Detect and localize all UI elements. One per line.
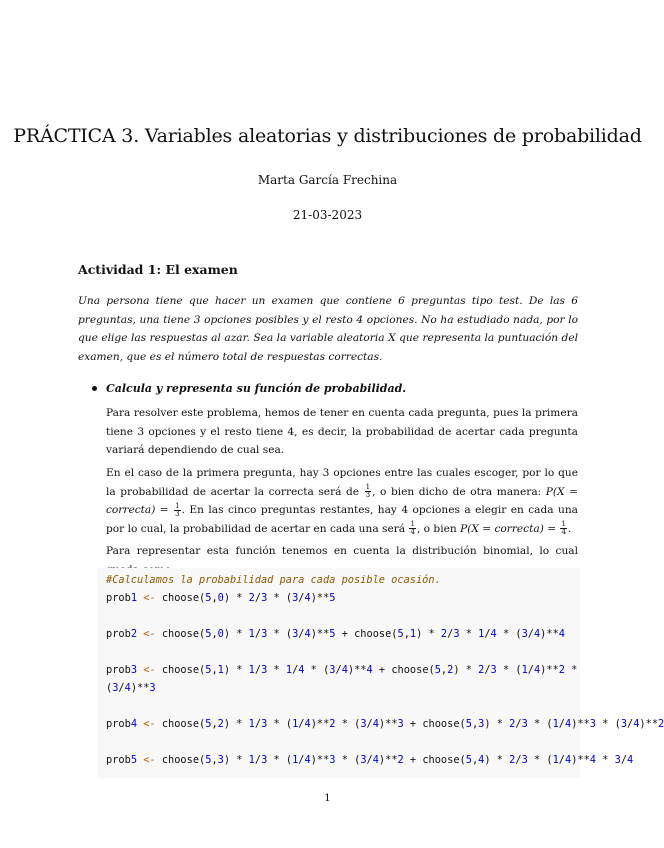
code-line: (3/4)**3 [106,682,156,694]
para2-text-d: , o bien [416,522,461,535]
frac-num: 1 [175,501,180,510]
math-expr-2: P(X = correcta) = [460,522,560,535]
code-line: prob3 <- choose(5,1) * 1/3 * 1/4 * (3/4)**4 + choose(5,2) * 2/3 * (1/4)**2 * [106,664,578,676]
paragraph-1: Para resolver este problema, hemos de tener en cuenta cada pregunta, pues la primera tiene 3 opciones y el resto tiene 4, es decir, la probabilidad de acertar cada pregunta variará dependiendo de cual sea. [106,407,578,456]
paragraph-2 [106,464,578,538]
paragraph-3: Para representar esta función tenemos en cuenta la distribución binomial, lo cual [106,545,578,557]
para2-text-c: . En las cinco preguntas restantes, hay 4 opciones a elegir en cada una por lo cual, la probabilidad de acertar en cada una será [106,504,578,535]
frac-num: 1 [365,483,371,491]
frac-den: 4 [410,528,415,536]
frac-den: 3 [175,509,180,518]
fraction-one-third [174,503,180,518]
fraction-one-quarter [409,521,415,536]
code-line: prob5 <- choose(5,3) * 1/3 * (1/4)**3 * (3/4)**2 + choose(5,4) * 2/3 * (1/4)**4 * 3/4 [106,754,634,766]
frac-num: 1 [561,520,566,528]
frac-den: 4 [561,528,566,536]
page-number: 1 [324,792,331,804]
frac-den: 3 [365,491,371,499]
math-expr-1: P(X = correcta) = [106,485,578,516]
para2-text-e: . [567,522,572,535]
frac-num: 1 [410,520,415,528]
fraction-one-third [365,484,371,499]
section-heading: Actividad 1: El examen [78,262,238,277]
code-line: prob4 <- choose(5,2) * 1/3 * (1/4)**2 * (3/4)**3 + choose(5,3) * 2/3 * (1/4)**3 * (3/4)**2 [106,718,664,730]
para2-text-b: , o bien dicho de otra manera: [372,485,546,498]
author: Marta García Frechina [257,173,398,187]
intro-paragraph: Una persona tiene que hacer un examen que contiene 6 preguntas tipo test. De las 6 preguntas, una tiene 3 opciones posibles y el resto 4 opciones. No ha estudiado nada, por lo que elige las respuestas al azar. Sea la variable aleatoria X que representa la puntuación del examen, que es el número total de respuestas correctas. [78,295,578,363]
document-title: PRÁCTICA 3. Variables aleatorias y distribuciones de probabilidad [13,125,642,147]
bullet-title: Calcula y representa su función de probabilidad. [106,382,407,395]
code-line: prob2 <- choose(5,0) * 1/3 * (3/4)**5 + choose(5,1) * 2/3 * 1/4 * (3/4)**4 [106,628,565,640]
date: 21-03-2023 [292,208,363,222]
code-line: prob1 <- choose(5,0) * 2/3 * (3/4)**5 [106,592,336,604]
para2-text-a: En el caso de la primera pregunta, hay 3 opciones entre las cuales escoger, por lo que la probabilidad de acertar la correcta será de [106,467,578,498]
bullet-icon [92,386,97,391]
fraction-one-quarter [560,521,566,536]
code-comment: #Calculamos la probabilidad para cada posible ocasión. [106,574,441,586]
